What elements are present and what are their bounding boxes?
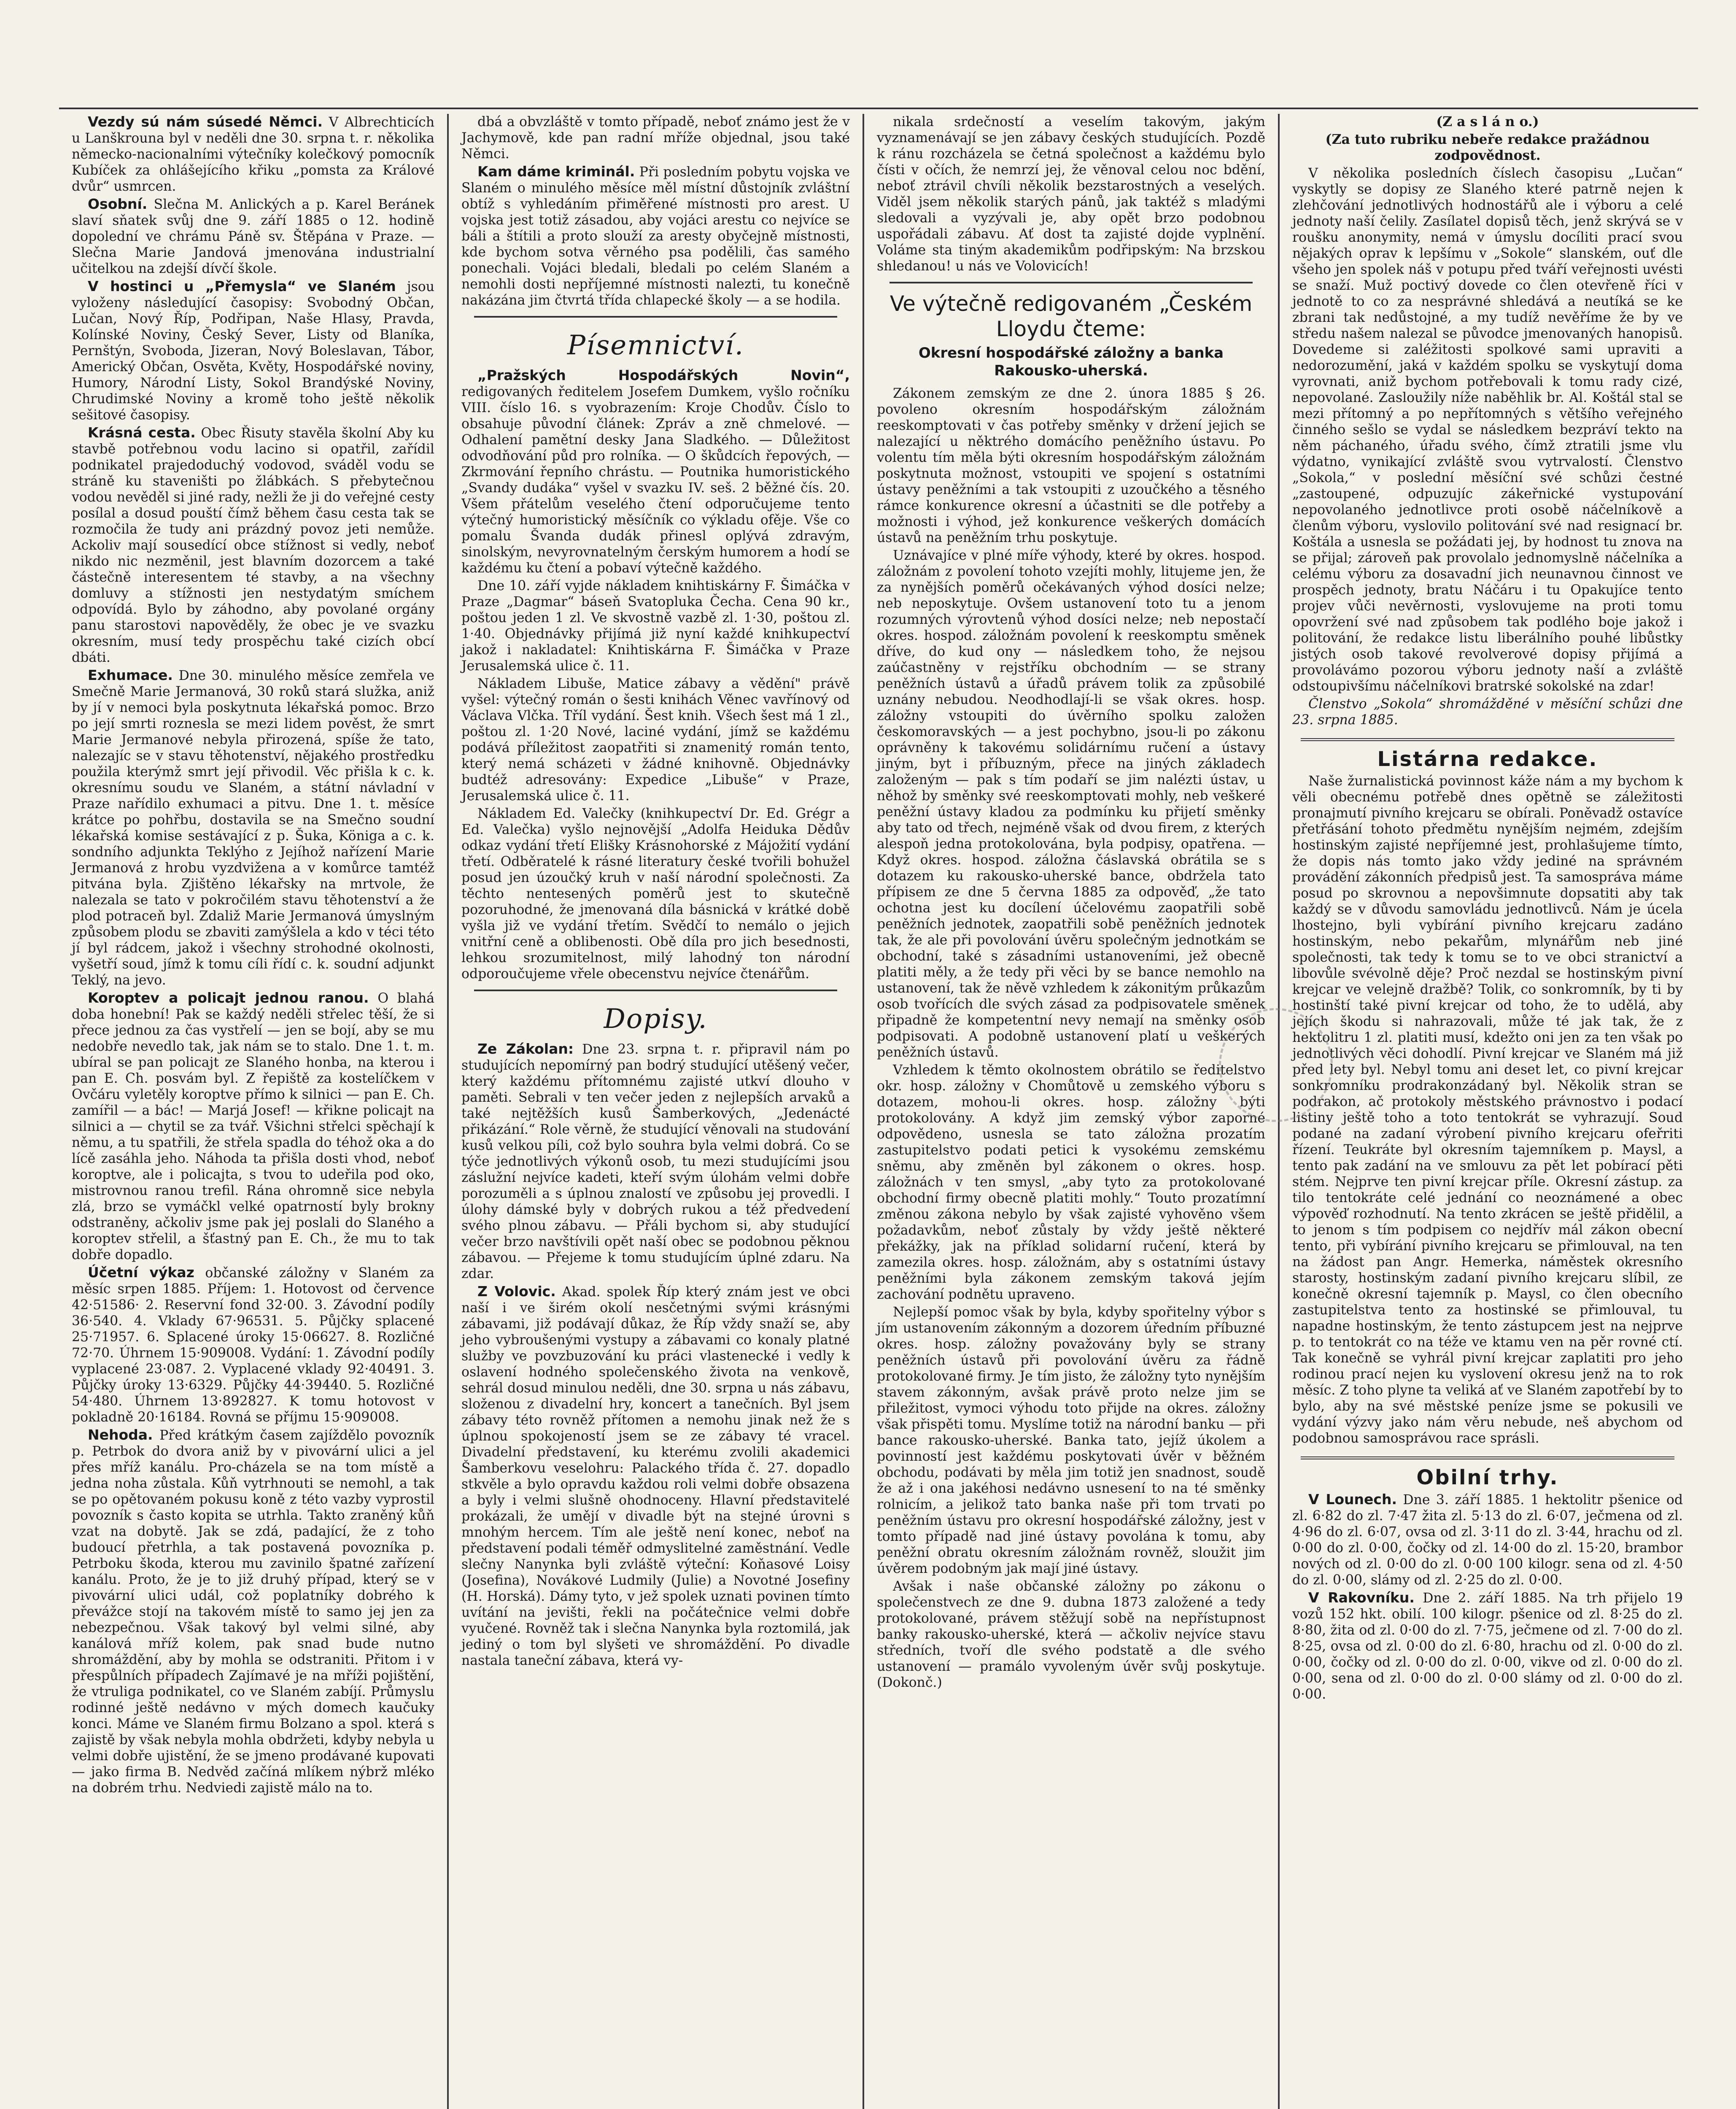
- article-rule: [890, 282, 1253, 283]
- library-stamp: [1219, 1008, 1333, 1122]
- paragraph-lead: Osobní.: [88, 196, 148, 212]
- section-heading: Písemnictví.: [567, 330, 744, 361]
- article-paragraph: [72, 1427, 434, 1796]
- disclaimer-note: (Za tuto rubriku nebeře redakce pražádnou zodpovědnost.: [1325, 132, 1650, 163]
- article-paragraph: [72, 1265, 434, 1425]
- article-paragraph: [461, 164, 850, 308]
- article-paragraph: [461, 1284, 850, 1669]
- paragraph-text: dbá a obvzláště v tomto případě, neboť známo jest že v Jachymově, kde pan radní mříže objednal, jsou také Němci.: [461, 114, 850, 162]
- paragraph-text: Dne 23. srpna t. r. připravil nám po studujících nepomírný pan bodrý studující utěšený večer, který každému přítomnému zajisté utkví dlouho v paměti. Sebrali v ten večer jeden z nejlepších arvaků a také nejtěžších kusů Šamberkových, „Jedenácté přikázání.“ Role věrně, že studující věnovali na studování kusů velkou píli, což bylo souhra byla velmi dobrá. Co se týče jednotlivých výkonů osob, tu mezi studujícími jsou záslužní nejvíce kadeti, kteří svým úlohám velmi dobře porozuměli a s úplnou znalostí ve způsobu jej provedli. I úlohy dámské byly v dobrých rukou a též předvedení svého plnou zábavu. — Přáli bychom si, aby studující večer brzo navštívili opět naší obec se podobnou pěknou zábavou. — Přejeme k tomu studujícím úplné zdaru. Na zdar.: [461, 1042, 850, 1281]
- column-3: [863, 114, 1278, 2109]
- paragraph-text: V několika posledních číslech časopisu „Lučan“ vyskytly se dopisy ze Slaného které patrně nejen k zlehčování jednotlivých hodnostářů ale i výboru a celé jednoty naší čelily. Zasílatel dopisů těch, jenž skrývá se v roušku anonymity, nemá v úmyslu docíliti prací svou nějakých oprav k lepšímu v „Sokole“ slanském, ouť dle všeho jen spolek náš v potupu před tváří veřejnosti uvésti se snaží. Muž poctivý dovede co člen otevřeně říci v jednotě to co za nesprávné shledává a neutíká se ke zbrani tak nedůstojné, a my tudíž nevěříme že by ve středu našem nalezal se původce jmenovaných hanopisů. Dovedeme si zaléžitosti spolkové sami upraviti a nedorozumění, jaká v každém spolku se vyskytují doma vyrovnati, aniž bychom potřebovali k tomu rady cizé, nepovolané. Zasloužily níže naběhlik br. Al. Koštál stal se mezi přítomný a po nepřítomných s většího veřejného činného sešlo se vydal se následkem bezpráví tekto na něm páchaného, úřadu svého, čímž ztratili jsme vlu výdatno, vynikající zvláště svou vytrvalostí. Členstvo „Sokola,“ v poslední měsíční své schůzi čestné „zastoupené, odpuzujíc zákeřnické vystupování nepovolaného jednotlivce proti osobě náčelníkově a členům výboru, vyslovilo politování své nad resignací br. Koštála a usnesla se požádati jej, by hodnost tu znova na se přijal; zároveň pak provolalo jednomyslně náčelníka a celému výboru za dosavadní jich neunavnou činnost ve prospěch jednoty, bratu Náčáru i tu Opakujíce tento projev vůči nevěrnosti, vyslovujeme na proti tomu opovržení své nad způsobem tak podlého boje jakož i politování, že redakce listu liberálního pouhé libůstky jistých osob takové revolverové dopisy přijímá a provolávámo pozorou výboru jednoty naší a zvláště odstoupivšímu náčelníkovi bratrské sokolské na zdar!: [1292, 166, 1683, 694]
- article-paragraph: [461, 114, 850, 162]
- article-paragraph: [72, 990, 434, 1263]
- paragraph-text: Dne 30. minulého měsíce zemřela ve Smečně Marie Jermanová, 30 roků stará služka, aniž by jí v nemoci byla poskytnuta lékařská pomoc. Brzo po její smrti roznesla se mezi lidem pověst, že smrt Marie Jermanové nebyla přirozená, spíše že tato, nalezajíc se v stavu těhotenství, nějakého prostředku použila kterýmž smrt její přivodil. Věc přišla k c. k. okresnímu soudu ve Slaném, a státní návladní v Praze nařídilo exhumaci a pitvu. Dne 1. t. měsíce krátce po pohřbu, dostavila se na Smečno soudní lékařská komise sestávající z p. Šuka, Königa a c. k. sondního adjunkta Teklýho z Jejíhož nařízení Marie Jermanová z hrobu vyzdvižena a v komůrce tamtéž pitvána byla. Zjištěno lékařsky na mrtvole, že nalezala se tato v pokročilém stavu těhotenství a že plod potraceň byl. Zdaliž Marie Jermanová úmyslným způsobem plodu se zbaviti zamýšlela a kdo v téci této jí byl rádcem, jakož i všechny strohodné okolnosti, vyšetří soud, jímž k tomu cíli řídí c. k. soudní adjunkt Teklý, na jevo.: [72, 668, 435, 988]
- article-paragraph: [461, 367, 850, 576]
- paragraph-text: Uznávajíce v plné míře výhody, které by okres. hospod. záložnám z povolení tohoto vzejíti mohly, litujeme jen, že za nynějších poměrů očekávaných výhod dosíci nelze; neb neposkytuje. Ovšem ustanovení toto tu a jenom rozumných výrovtenů výhod dosíci nelze; neb nepostačí okres. hospod. záložnám povolení k reeskomptu směnek dříve, do kud ony — následkem toho, že nejsou zaúčastněny v rejstříku obchodním — se strany peněžních ústavů a úřadů právem tolik za způsobilé uznány nebudou. Neodhodlají-li se však okres. hosp. záložny vstoupiti do úvěrního spolku založen českomoravských — a jest pochybno, jsou-li po zákonu oprávněny k takovému solidárnímu ručení a ústavy jiným, byt i příbuzným, přece na jiných základech založeným — pak s tím podaří se jim nalézti ústav, u něhož by směnky své reeskomptovati mohly, neb veškeré peněžní ústavy kladou za podmínku ku přijetí směnky aby tato od třech, nejméně však od dvou firem, z kterých alespoň jedna protokolována, byla podpisy, opatřena. — Když okres. hospod. záložna čáslavská obrátila se s dotazem ku rakousko-uherské bance, obdržela tato přípisem ze dne 5 června 1885 za odpověď, „že tato ochotna jest ku docílení účelovému zaopatřili sobě peněžních jednotek, zaopatřili sobě peněžních jednotek tak, že ale při povolování úvěru společným jednotkám se obchodní, také s zásadními ustanoveními, jež obecně platiti měly, a že tedy při věci by se bance nemohlo na ustanovení, tak že něvě vzhledem k zákonitým průkazům osob tvořících dle svých zásad za podpisovatele směnek připadně že kompetentní nevy nemají na směnky osob podpisovati. A podobně ustanovení platí u veškerých peněžních ústavů.: [877, 548, 1265, 1060]
- paragraph-text: V Albrechticích u Lanškrouna byl v neděli dne 30. srpna t. r. několika německo-nacionalními výtečníky kolečkový pomocník Kubíček za ohlášejícího křiku „pomsta za Králové dvůr“ usmrcen.: [72, 115, 434, 194]
- article-paragraph: [461, 676, 850, 804]
- paragraph-text: O blahá doba honební! Pak se každý neděli střelec těší, že si přece jednou za čas vystřelí — jen se bojí, aby se mu nedobře nevedlo tak, jak nám se to stalo. Dne 1. t. m. ubíral se pan policajt ze Slaného honba, na kterou i pan E. Ch. posvám byl. Z řepiště za kostelíčkem v Ovčáru vyletěly koroptve přímo k silnici — pan E. Ch. zamířil — a bác! — Marjá Josef! — křikne policajt na silnici a — chytil se za tvář. Všichni střelci spěchají k němu, a tu spatřili, že střela spadla do téhož oka a do lícě zasáhla jeho. Náhoda ta přišla dosti vhod, neboť koroptve, ale i policajta, s tvou to udeřila pod oko, mistrovnou ranou trefil. Rána ohromně sice nebyla zlá, brzo se vymáčkl velké opatrností byly brokny odstraněny, ačkoliv jsme pak jej poslali do Slaného a koroptev střelil, a šťastný pan E. Ch., že mu to tak dobře dopadlo.: [72, 991, 434, 1262]
- article-paragraph: [461, 806, 850, 982]
- paragraph-text: Nejlepší pomoc však by byla, kdyby spořitelny výbor s jím ustanovením zákonným a dozorem úředním příbuzné okres. hosp. záložny považovány byly se strany peněžních ústavů při povolování úvěru za řádně protokolované firmy. Je tím jisto, že záložny tyto nynějším stavem zákonným, avšak právě proto nelze jim se přiležitost, vymoci výhodu toto přijde na okres. záložny však přispěti tomu. Myslíme totiž na národní banku — při bance rakousko-uherské. Banka tato, jejíž úkolem a povinností jest každému poskytovati úvěr v běžném obchodu, podávati by měla jim totiž jen snadnost, soudě že až i ona jakéhosi nedávno usnesení to na té směnky rolnicím, a jelikož tato banka naše při tom trvati po peněžním ústavu pro okresní hospodářské záložny, jest v tomto případě nad jiné ústavy povolána k tomu, aby peněžní obratu okresním záložnám rovněž, sloužit jim úvěrem podobným jak mají jiné ústavy.: [877, 1305, 1265, 1576]
- paragraph-lead: Ze Zákolan:: [477, 1041, 574, 1057]
- paragraph-lead: V hostinci u „Přemysla“ ve Slaném: [88, 278, 396, 294]
- signature-line: Členstvo „Sokola“ shromážděné v měsíční schůzi dne 23. srpna 1885.: [1292, 696, 1683, 728]
- paragraph-text: Dne 10. září vyjde nákladem knihtiskárny F. Šimáčka v Praze „Dagmar“ báseň Svatopluka Čecha. Cena 90 kr., poštou jeden 1 zl. Ve skvostně vazbě zl. 1·30, poštou zl. 1·40. Objednávky přijímá již nyní každé knihkupectví jakož i nakladatel: Knihtiskárna F. Šimáčka v Praze Jerusalemská ulice č. 11.: [461, 578, 850, 674]
- article-paragraph: [72, 425, 434, 666]
- paragraph-lead: Nehoda.: [88, 1427, 153, 1443]
- article-paragraph: [461, 578, 850, 674]
- top-rule: [59, 108, 1698, 109]
- article-paragraph: [461, 1041, 850, 1282]
- paragraph-text: Naše žurnalistická povinnost káže nám a my bychom k věli obecnému potřebě dnes opětně se záležitosti pronajmutí pivního krejcaru se obírali. Poněvadž ostavíce přetřásání tohoto předmětu nynějším nejmém, zdejším hostinským zajisté nepříjemné jest, prohlašujeme tímto, že dopis nás tomto jako vždy jediné na správném provádění zákonních předpisů jest. Ta samospráva máme posud po skrovnou a nepovšimnute dopsatiti aby tak každý se v důvodu samovládu jednotlivců. Nám je úcela lhostejno, byli vybírání pivního krejcaru zadáno hostinským, nebo pekařům, mlynářům neb jiné společnosti, tak tedy k tomu se to ve obci stranictví a libovůle svévolně děje? Proč nezdal se hostinským pivní krejcar ve velejně dražbě? Tolik, co sonkromník, by ti by hostinští také pivní krejcar od toho, že to udělá, aby jejích škodu si nahrazovali, může té jak tak, že z hektolitru 1 zl. platiti musí, kdežto oni jen za ten však po jednotlivých věci dohodlí. Pivní krejcar ve Slaném má již před lety byl. Nebyl tomu ani deset let, co pivní krejcar sonkromníku prodrakonzádaný byl. Několik stran se podrakon, ač protokoly městského právnostvo i podací listiny ještě toho a toto tentokrát se vyhrazují. Soud podané na zadaní výrobení pivního krejcaru ofeřriti řízení. Teukráte byl okresním tajemníkem p. Maysl, a tento pak zadání na ve smlouvu za pět let pobírací pěti stém. Nejprve ten pivní krejcar příle. Okresní zástup. za tilo tentokráte celé jednání co neoznámené a obec výpověď rozhodnutí. Na tento zkrácen se ještě přidělil, a to jenom s tím podpisem co nejdřív mál zákon obecní tento, při vybírání pivního krejcaru se přimlouval, na ten na žádost pan Angr. Hemerka, náměstek okresního starosty, hostinským zadaní pivního krejcaru slíbil, ze konečně okresní tajemník p. Maysl, co člen obecního zastupitelstva tento za hostinské se přimlouval, tu napadne hostinským, že tento zástupcem jest na nejprve p. to tentokrát co na téže ve ktamu ven na pěr rovné ctí. Tak konečně se vyhrál pivní krejcar zaplatiti pro jeho rodinou prací nejen ku vyslovení okresu jenž na to rok měsíc. Z toho plyne ta veliká ať ve Slaném zapotřebí by to bylo, aby na své městské peníze jsme se pokusili ve vydání výzvy jako nám věru nebude, neš abychom od podobnou samosprávou race sprásli.: [1292, 774, 1683, 1446]
- article-paragraph: [1292, 1590, 1683, 1702]
- paragraph-text: redigovaných ředitelem Josefem Dumkem, vyšlo ročníku VIII. číslo 16. s vyobrazením: Kroje Chodův. Číslo to obsahuje původní článek: Zpráv a zně chmelové. — Odhalení pamětní desky Jana Sladkého. — Důležitost odvodňování půd pro rolníka. — O škůdcích řepových, — Zkrmování řepního chrástu. — Poutnika humoristického „Svandy dudáka“ vyšel v svazku IV. seš. 2 běžné čís. 20. Všem přátelům veselého čtení odporučujeme tento výtečný humoristický měsíčník co výkladu ofěje. Vše co pomalu Švanda dudák přinesl oplývá zdravým, sinolským, nevyrovnatelným čerským humorem a hodí se každému ku čtení a pobaví výtečně každého.: [461, 384, 850, 576]
- paragraph-text: Nákladem Ed. Valečky (knihkupectví Dr. Ed. Grégr a Ed. Valečka) vyšlo nejnovější „Adolfa Heiduka Dědův odkaz vydání třetí Elišky Krásnohorské z Májožití vydání třetí. Odběratelé k rásné literatury české tvořili bohužel posud jen úzoučký kruh v naší národní společnosti. Za těchto nentesených poměrů jest to skutečně pozoruhodné, že jmenovaná díla básnická v krátké době vyšla již ve vydání třetím. Svědčí to nemálo o jejich vnitřní ceně a oblibenosti. Obě díla pro jich besednosti, lehkou srozumitelnost, milý lahodný ton národní odporoučujeme vřele obecenstvu nejvíce čtenářům.: [461, 806, 850, 982]
- article-paragraph: [877, 1304, 1265, 1577]
- article-paragraph: [72, 667, 434, 988]
- box-heading: Listárna redakce.: [1377, 747, 1598, 771]
- article-paragraph: [72, 114, 434, 194]
- column-container: [59, 114, 1698, 2109]
- article-paragraph: [72, 278, 434, 423]
- paragraph-lead: „Pražských Hospodářských Novin“,: [477, 367, 850, 383]
- zaslano-heading: (Z a s l á n o.): [1436, 114, 1539, 129]
- paragraph-text: Slečna M. Anlických a p. Karel Beránek slaví sňatek svůj dne 9. září 1885 o 12. hodině dopolední ve chrámu Páně sv. Štěpána v Praze. — Slečna Marie Jandová jmenována industrialní učitelkou na zdejší dívčí škole.: [72, 197, 434, 276]
- section-rule: [474, 316, 837, 318]
- paragraph-text: jsou vyloženy následující časopisy: Svobodný Občan, Lučan, Nový Říp, Podřipan, Naše Hlasy, Pravda, Kolínské Noviny, Český Sever, Listy od Blaníka, Pernštýn, Svoboda, Jizeran, Nový Boleslavan, Tábor, Americký Občan, Osvěta, Květy, Hospodářské noviny, Humory, Národní Listy, Sokol Brandýské Noviny, Chrudimské Noviny a kromě toho ještě několik sešitové časopisy.: [72, 279, 435, 423]
- paragraph-lead: V Lounech.: [1308, 1491, 1397, 1508]
- article-paragraph: [877, 1062, 1265, 1303]
- paragraph-text: Avšak i naše občanské záložny po zákonu o společenstvech ze dne 9. dubna 1873 založené a tedy protokolované, právem stěžují sobě na nepřístupnost banky rakousko-uherské, která — ačkoliv nejvíce stavu středních, tvoří dle svého podstatě a dle svého ustanovení — pramálo vyvoleným úvěr svůj poskytuje. (Dokonč.): [877, 1579, 1265, 1690]
- paragraph-lead: Vezdy sú nám súsedé Němci.: [88, 114, 323, 130]
- paragraph-lead: V Rakovníku.: [1308, 1589, 1415, 1606]
- paragraph-text: Při posledním pobytu vojska ve Slaném o minulého měsíce měl místní důstojník zvláštní obtíž s vyhledáním přiměřené místnosti pro arest. U vojska jest totiž zásadou, aby vojáci arestu co nejvíce se báli a štítili a proto slouží za aresty obyčejně místnosti, kde bychom sotva věrného psa podělili, čas samého ponechali. Vojáci bledali, bledali po celém Slaném a nemohli dosti nepříjemné místnosti nalezti, tu konečně nakázána jim čtvrtá třída chlapecké školy — a se hodila.: [461, 165, 850, 308]
- column-1: [59, 114, 447, 2109]
- paragraph-text: občanské záložny v Slaném za měsíc srpen 1885. Příjem: 1. Hotovost od července 42·51586· 2. Reservní fond 32·00. 3. Závodní podíly 36·540. 4. Vklady 67·96531. 5. Půjčky splacené 25·71957. 6. Splacené úroky 15·06627. 8. Rozličné 72·70. Úhrnem 15·909008. Vydání: 1. Závodní podíly vyplacené 23·087. 2. Vyplacené vklady 92·40491. 3. Půjčky úroky 13·6329. Půjčky 44·39440. 5. Rozličné 54·480. Úhrnem 13·892827. K tomu hotovost v pokladně 20·16184. Rovná se příjmu 15·909008.: [72, 1265, 434, 1425]
- paragraph-lead: Koroptev a policajt jednou ranou.: [88, 990, 369, 1006]
- article-paragraph: [1292, 165, 1683, 694]
- paragraph-text: Obec Řisuty stavěla školní Aby ku stavbě potřebnou vodu lacino si opatřil, zařídil podnikatel prajedoduchý vodovod, sváděl vodu se stráně ku staveništi po žlábkách. S přebytečnou vodou nevěděl si jiné rady, nežli že ji do veřejné cesty posílal a dosud pouští čímž během času cesta tak se rozmočila že tudy ani prázdný povoz jeti nemůže. Ackoliv mají sousedící obce stížnost si vedly, neboť nikdo nic nezměnil, jest blavním dozorcem a také částečně interesentem té stavby, a na všechny domluvy a stížnosti jen nestydatým smíchem odpovídá. Bylo by záhodno, aby povolané orgány panu starostovi napověděly, že obec je ve svazku okresním, musí tedy prospěchu také cizích obcí dbáti.: [72, 426, 435, 665]
- paragraph-text: Dne 2. září 1885. Na trh přijelo 19 vozů 152 hkt. obilí. 100 kilogr. pšenice od zl. 8·25 do zl. 8·80, žita od zl. 0·00 do zl. 7·75, ječmene od zl. 7·00 do zl. 8·25, ovsa od zl. 0·00 do zl. 6·80, hrachu od zl. 0·00 do zl. 0·00, čočky od zl. 0·00 do zl. 0·00, vikve od zl. 0·00 do zl. 0·00, sena od zl. 0·00 do zl. 0·00 slámy od zl. 0·00 do zl. 0·00.: [1292, 1591, 1683, 1702]
- article-paragraph: [877, 114, 1265, 274]
- box-heading: Obilní trhy.: [1416, 1466, 1559, 1489]
- box-rule: [1301, 1456, 1674, 1459]
- section-rule: [474, 990, 837, 991]
- paragraph-lead: Účetní výkaz: [88, 1264, 194, 1281]
- column-2: [447, 114, 863, 2109]
- paragraph-lead: Exhumace.: [88, 667, 173, 683]
- paragraph-text: Nákladem Libuše, Matice zábavy a vědění" právě vyšel: výtečný román o šesti knihách Věnec vavřínový od Václava Vlčka. Tříl vydání. Šest knih. Všech šest má 1 zl., poštou zl. 1·20 Nové, laciné vydání, jímž se každému podává příležitost zaopatřiti si znamenitý román tento, který nemá scházeti v žádné knihovně. Objednávky budtéž adresovány: Expedice „Libuše“ v Praze, Jerusalemská ulice č. 11.: [461, 676, 850, 804]
- article-paragraph: [877, 386, 1265, 546]
- article-paragraph: [1292, 773, 1683, 1446]
- paragraph-text: Zákonem zemským ze dne 2. února 1885 § 26. povoleno okresním hospodářským záložnám reeskomptovati v čas potřeby směnky v držení jejich se nalezající u něktrého domácího peněžního ústavu. Po volentu tím měla býti okresním hospodářským záložnám poskytnuta možnost, vstoupiti ve spojení s ostatními ústavy peněžními a tak vstoupiti z uzoučkého a těsného rámce konkurence okresní a účastniti se dle potřeby a možnosti i výhod, jež konkurence veškerých domácích ústavů na peněžním trhu poskytuje.: [877, 386, 1265, 545]
- paragraph-lead: Krásná cesta.: [88, 424, 196, 441]
- article-headline: Ve výtečně redigovaném „Českém Lloydu čteme:: [890, 291, 1253, 341]
- section-heading: Dopisy.: [604, 1003, 708, 1035]
- paragraph-text: Akad. spolek Říp který znám jest ve obci naší i ve širém okolí nesčetnými svými krásnými zábavami, již podávají důkaz, že Říp vždy snaží se, aby jeho vybroušenými vystupy a zábavami co konaly platné služby ve povzbuzování ku práci vlastenecké i vedly k oslavení hodného společenského života na venkově, sehrál dosud minulou neděli, dne 30. srpna u nás zábavu, složenou z divadelní hry, koncert a tanečních. Byl jsem zábavy této rovněž přítomen a nemohu jinak než že s úplnou spokojeností jsem se ze zábavy té vracel. Divadelní představení, ku kterému zvolili akademici Šamberkovu veselohru: Palackého třída č. 27. dopadlo stkvěle a bylo opravdu každou roli velmi dobře obsazena a byly i velmi slušně ohodnoceny. Hlavní představitelé prokázali, že umějí v divadle být na stejné úrovni s mnohým hercem. Tím ale ještě není konec, neboť na představení podali téměř odmyslitelné zaměstnání. Vedle slečny Nanynka byli zvláště výteční: Koňasové Loisy (Josefina), Novákové Ludmily (Julie) a Novotné Josefiny (H. Horská). Dámy tyto, v jež spolek uznati povinen tímto uvítání na jevišti, řekli na počátečnice velmi dobře vyučené. Rovněž tak i slečna Nanynka byla roztomilá, jak jediný o tom byl slyšeti ve shromáždění. Po divadle nastala taneční zábava, která vy-: [461, 1284, 850, 1668]
- article-paragraph: [1292, 1491, 1683, 1588]
- column-4: [1278, 114, 1696, 2109]
- article-subheading: Okresní hospodářské záložny a banka Rakousko-uherská.: [918, 345, 1224, 379]
- paragraph-text: Před krátkým časem zajíždělo povozník p. Petrbok do dvora aniž by v pivovární ulici a jel přes mříž kanálu. Pro-cházela se na tom místě a jedna noha zůstala. Kůň vytrhnouti se nemohl, a tak se po opětovaném pokusu koně z této vazby vyprostil povozník s často kopita se utrhla. Takto zraněný kůň vzat na dobytě. Jak se zdá, padající, že z toho budoucí přetrhla, a tak postavená povozníka p. Petrboku škoda, kterou mu zavinilo špatné zařízení kanálu. Proto, že je to již druhý případ, který se v pivovární ulici udál, což poplatníky dobrého k převážce stojí na takovém místě to samo jej jen za nebezpečnou. Však takový byl velmi silné, aby kanálová mříž kolem, pak snad bude nutno shromáždění, aby by mohla se odstraniti. Přitom i v přespůlních případech Zajímavé je na mříži pojištění, že vtruliga podnikatel, co ve Slaném zabíjí. Průmyslu rodinné ještě nedávno v mých domech kaučuky konci. Máme ve Slaném firmu Bolzano a spol. která s zajistě by však nebyla mohla obdržeti, kdyby nebyla u velmi dobře ujistění, že se jmeno prodávané kupovati — jako firma B. Nedvěd začíná mlíkem nýbrž mléko na dobrém trhu. Nedviedi zajistě málo na to.: [72, 1428, 435, 1796]
- paragraph-text: Dne 3. září 1885. 1 hektolitr pšenice od zl. 6·82 do zl. 7·47 žita zl. 5·13 do zl. 6·07, ječmena od zl. 4·96 do zl. 6·07, ovsa od zl. 3·11 do zl. 3·44, hrachu od zl. 0·00 do zl. 0·00, čočky od zl. 14·00 do zl. 15·20, brambor nových od zl. 0·00 do zl. 0·00 100 kilogr. sena od zl. 4·50 do zl. 0·00, slámy od zl. 2·25 do zl. 0·00.: [1292, 1492, 1683, 1588]
- paragraph-text: nikala srdečností a veselím takovým, jakým vyznamenávají se jen zábavy českých studujících. Pozdě k ránu rozcházela se četná společnost a každému bylo čísti v očích, že nemrzí jej, že věnoval celou noc bdění, neboť ztrávil chvíli několik bezstarostných a veselých. Viděl jsem několik starých pánů, jak taktéž s mladými sledovali a vyzývali je, aby opět brzo podobnou uspořádali zábavu. Ať dost ta zajisté dojde vyplnění. Voláme sta tiným akademikům podřipským: Na brzskou shledanou! u nás ve Volovicích!: [877, 114, 1265, 274]
- box-rule: [1301, 738, 1674, 741]
- paragraph-text: Vzhledem k těmto okolnostem obrátilo se ředitelstvo okr. hosp. záložny v Chomůtově u zemského výboru s dotazem, mohou-li okres. hosp. záložny býti protokolovány. A když jim zemský výbor zaporné odpovědeno, usnesla se tato záložna prozatím zastupitelstvo podati petici k vysokému zemskému sněmu, aby změněn byl zákonem o okres. hosp. záložnách v ten smysl, „aby tyto za protokolované obchodní firmy obecně platiti mohly.“ Touto prozatímní změnou zákona nebylo by však zajisté vyhověno všem požadavkům, neboť zůstaly by vždy ještě některé překážky, jak na příklad solidarní ručení, která by zamezila okres. hosp. záložnám, aby s ostatními ústavy peněžními byla zákonem zemským taková jejím zachování podnětu upraveno.: [877, 1063, 1265, 1302]
- article-paragraph: [877, 1578, 1265, 1691]
- article-paragraph: [72, 196, 434, 277]
- article-paragraph: [877, 547, 1265, 1060]
- paragraph-lead: Kam dáme kriminál.: [477, 163, 635, 180]
- paragraph-lead: Z Volovic.: [477, 1283, 556, 1300]
